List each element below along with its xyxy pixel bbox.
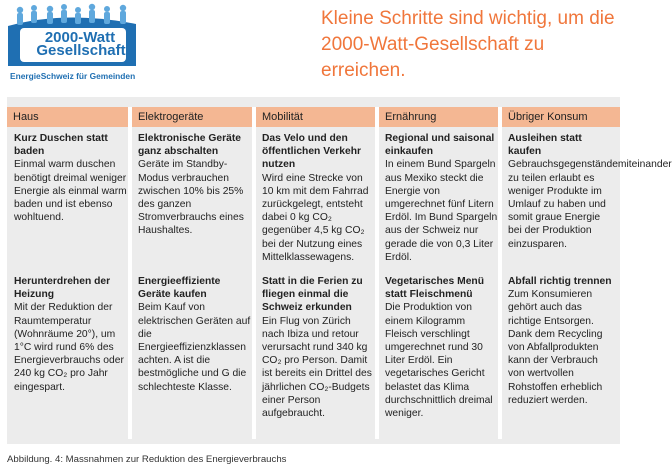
measure-item xyxy=(14,275,128,394)
column-header-mobilitaet: Mobilität xyxy=(256,107,375,127)
measure-item xyxy=(262,132,375,264)
measure-body: Wird eine Strecke von 10 km mit dem Fahrrad zurückgelegt, entsteht dabei 0 kg CO₂ gegenüber 4,5 kg CO₂ bei der Nutzung eines Mittelklassewagens. xyxy=(262,172,369,263)
headline: Kleine Schritte sind wichtig, um die 2000-Watt-Gesellschaft zu erreichen. xyxy=(321,8,615,81)
measure-title: Abfall richtig trennen xyxy=(508,276,612,287)
measure-body: Mit der Reduktion der Raumtemperatur (Wohnräume 20°), um 1°C wird rund 6% des Energieverbrauchs oder 240 kg CO₂ pro Jahr eingespart. xyxy=(14,302,124,393)
measure-title: Vegetarisches Menü statt Fleischmenü xyxy=(385,276,485,301)
measure-body: Gebrauchsgegenständemiteinander zu teilen erlaubt es weniger Produkte im Umlauf zu haben und somit graue Energie bei der Produktion einzusparen. xyxy=(508,159,672,250)
measure-title: Energieeffiziente Geräte kaufen xyxy=(138,276,221,301)
logo-subtitle: EnergieSchweiz für Gemeinden xyxy=(10,71,136,81)
measure-body: Zum Konsumieren gehört auch das richtige Entsorgen. Dank dem Recycling von Abfallprodukten kann der Verbrauch von wertvollen Rohstoffen erheblich reduziert werden. xyxy=(508,289,603,406)
measure-item xyxy=(262,275,375,420)
measure-item xyxy=(385,275,498,420)
measure-item xyxy=(138,275,252,394)
column-header-ernaehrung: Ernährung xyxy=(379,107,498,127)
column-header-haus: Haus xyxy=(7,107,128,127)
measure-body: In einem Bund Spargeln aus Mexiko steckt die Energie von umgerechnet fünf Litern Erdöl. Im Bund Spargeln aus der Schweiz nur gerade die von 0,3 Liter Erdöl. xyxy=(385,159,498,263)
column-mobilitaet xyxy=(256,97,375,444)
measure-title: Statt in die Ferien zu fliegen einmal die Schweiz erkunden xyxy=(262,276,363,314)
column-elektrogeraete xyxy=(132,97,252,444)
measure-body: Beim Kauf von elektrischen Geräten auf die Energieeffizienzklassen achten. A ist die bestmögliche und G die schlechteste Klasse. xyxy=(138,302,251,393)
measure-body: Ein Flug von Zürich nach Ibiza und retour verursacht rund 340 kg CO₂ pro Person. Damit ist bereits ein Drittel des jährlichen CO₂-Budgets einer Person aufgebraucht. xyxy=(262,315,372,420)
measure-item xyxy=(508,132,672,251)
logo xyxy=(6,2,140,82)
figure-caption: Abbildung. 4: Massnahmen zur Reduktion des Energieverbrauchs xyxy=(7,454,287,465)
measure-body: Die Produktion von einem Kilogramm Fleisch verschlingt umgerechnet rund 30 Liter Erdöl. Ein vegetarisches Gericht belastet das Klima durchschnittlich dreimal weniger. xyxy=(385,302,493,420)
logo-title-line2: Gesellschaft xyxy=(36,42,126,59)
column-header-elektrogeraete: Elektrogeräte xyxy=(132,107,252,127)
column-ernaehrung xyxy=(379,97,498,444)
measure-title: Regional und saisonal einkaufen xyxy=(385,133,495,158)
measure-item xyxy=(385,132,498,264)
measure-title: Das Velo und den öffentlichen Verkehr nutzen xyxy=(262,133,361,171)
measure-body: Geräte im Standby-Modus verbrauchen zwischen 10% bis 25% des ganzen Stromverbrauchs eines Haushaltes. xyxy=(138,159,244,237)
measure-title: Herunterdrehen der Heizung xyxy=(14,276,111,301)
measures-table xyxy=(7,97,672,444)
column-header-uebriger-konsum: Übriger Konsum xyxy=(502,107,620,127)
measure-title: Elektronische Geräte ganz abschalten xyxy=(138,133,242,158)
measure-item xyxy=(508,275,616,407)
logo-title-line1: 2000-Watt xyxy=(44,29,116,46)
measure-body: Einmal warm duschen benötigt dreimal weniger Energie als einmal warm baden und ist ebenso wohltuend. xyxy=(14,159,127,224)
measure-item xyxy=(14,132,128,224)
column-uebriger-konsum xyxy=(502,97,672,444)
measure-title: Kurz Duschen statt baden xyxy=(14,133,108,158)
column-haus xyxy=(7,97,128,444)
measure-title: Ausleihen statt kaufen xyxy=(508,133,582,158)
measure-item xyxy=(138,132,252,238)
